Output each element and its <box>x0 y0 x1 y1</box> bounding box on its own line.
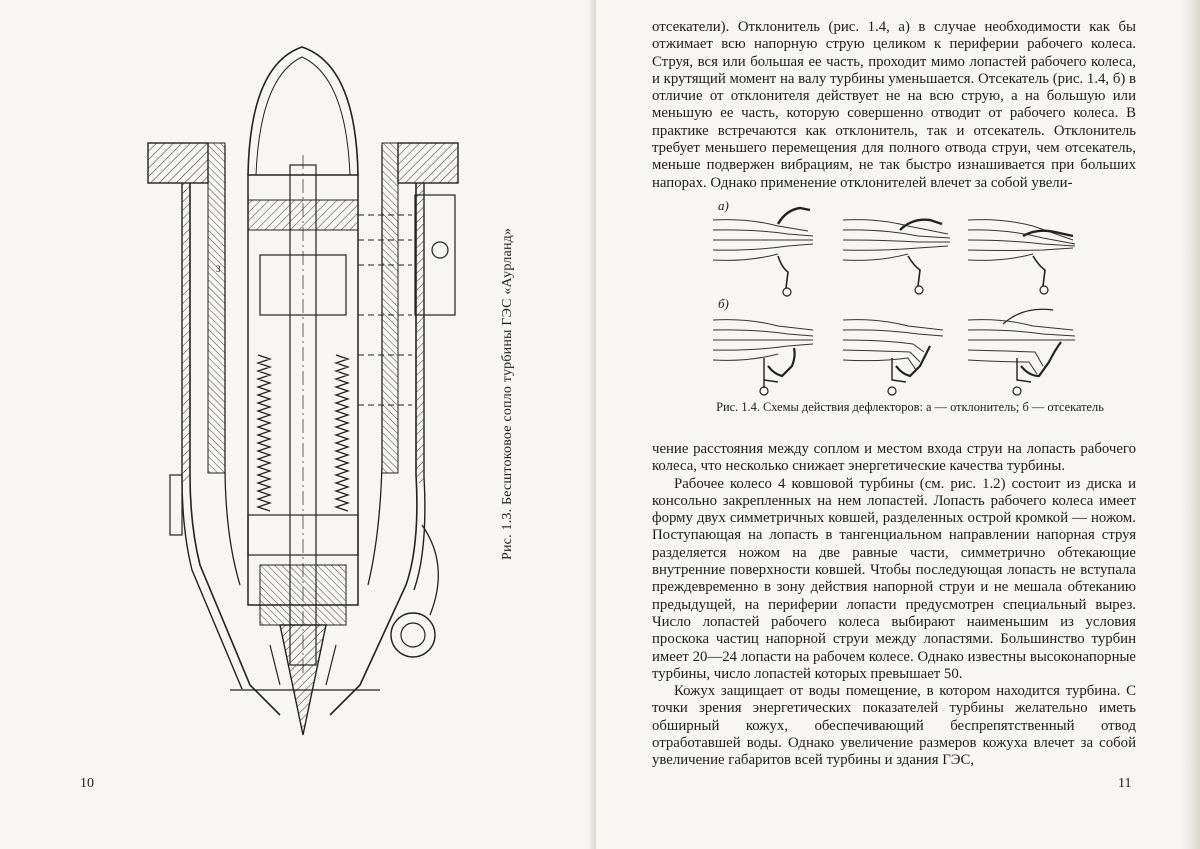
drawing-label: 3 <box>216 264 221 274</box>
deflector-scheme-b3 <box>968 309 1075 395</box>
deflector-scheme-b1 <box>713 320 813 395</box>
text-block-bottom <box>652 441 1136 770</box>
paragraph: отсекатели). Отклонитель (рис. 1.4, а) в случае необходимости как бы отжимает всю напорную струю целиком к периферии рабочего колеса. Струя, вся или большая ее часть, проходит мимо лопастей рабочего колеса, и крутящий момент на валу турбины уменьшается. Отсекатель (рис. 1.4, б) в отличие от отклонителя действует не на всю струю, а на большую или меньшую ее часть, которую совершенно отводит от рабочего колеса. В практике встречаются как отклонитель, так и отсекатель. Отклонитель требует меньшего перемещения для полного отвода струи, чем отсекатель, меньше подвержен вибрациям, не так быстро изнашивается при больших напорах. Однако применение отклонителей влечет за собой увели- <box>652 19 1136 191</box>
spring-right <box>336 355 348 511</box>
deflector-scheme-a3 <box>968 220 1075 294</box>
sublabel-b: б) <box>718 296 729 311</box>
nozzle-drawing-svg <box>130 25 480 755</box>
deflector-scheme-a2 <box>843 220 950 294</box>
text-block-top <box>652 19 1136 192</box>
deflector-scheme-a1 <box>713 208 813 296</box>
spring-left <box>258 355 270 511</box>
paragraph: Кожух защищает от воды помещение, в котором находится турбина. С точки зрения энергетических показателей турбины желательно иметь обширный кожух, обеспечивающий беспрепятственный отвод отработавшей воды. Однако увеличение размеров кожуха влечет за собой увеличение габаритов всей турбины и здания ГЭС, <box>652 683 1136 769</box>
page-number-right: 11 <box>1118 776 1132 791</box>
deflector-schemes-svg <box>708 196 1118 396</box>
nozzle-drawing <box>130 25 480 755</box>
paragraph: Рабочее колесо 4 ковшовой турбины (см. рис. 1.2) состоит из диска и консольно закрепленных на нем лопастей. Лопасть рабочего колеса имеет форму двух симметричных ковшей, разделенных острой кромкой — ножом. Поступающая на лопасть в тангенциальном направлении напорная струя разделяется ножом на две равные части, симметрично обтекающие внутренние поверхности ковшей. Чтобы последующая лопасть не вступала преждевременно в зону действия напорной струи и не мешала обтеканию предыдущей, на периферии лопасти предусмотрен специальный вырез. Число лопастей рабочего колеса выбирают наименьшим из условия проскока частиц напорной струи между лопастями. Большинство турбин имеет 20—24 лопасти на рабочем колесе. Однако известны высоконапорные турбины, число лопастей которых превышает 50. <box>652 475 1136 682</box>
page-edge-shadow <box>1182 0 1200 849</box>
figure-caption: Рис. 1.4. Схемы действия дефлекторов: а — отклонитель; б — отсекатель <box>716 400 1104 414</box>
left-page <box>0 0 596 849</box>
figure-caption-vertical: Рис. 1.3. Бесштоковое сопло турбины ГЭС «Аурланд» <box>500 227 515 560</box>
deflector-scheme-b2 <box>843 320 943 395</box>
deflector-figure <box>708 196 1118 396</box>
paragraph: чение расстояния между соплом и местом входа струи на лопасть рабочего колеса, что несколько снижает энергетические качества турбины. <box>652 441 1136 475</box>
sublabel-a: а) <box>718 198 729 213</box>
page-number-left: 10 <box>80 776 94 791</box>
